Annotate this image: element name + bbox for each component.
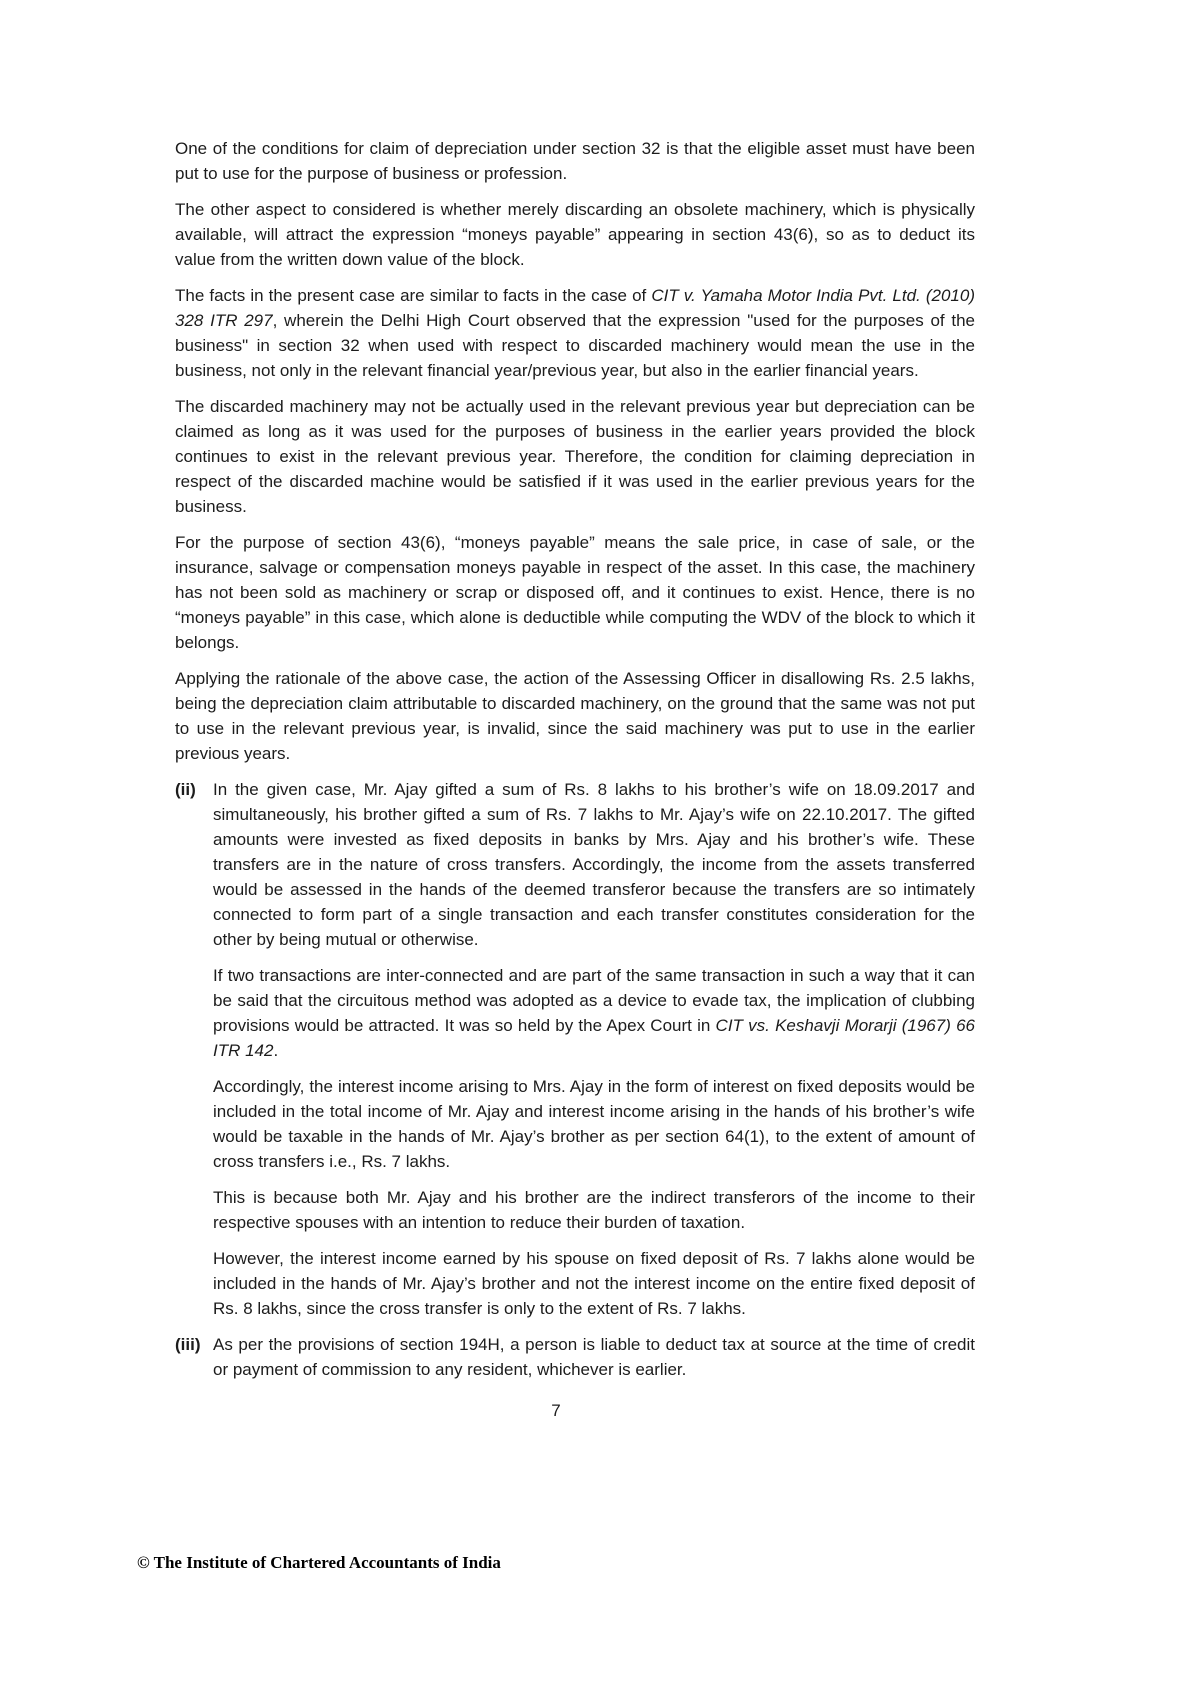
list-item-body bbox=[213, 777, 975, 1332]
paragraph bbox=[175, 283, 975, 383]
footer-copyright: © The Institute of Chartered Accountants of India bbox=[137, 1553, 501, 1572]
page-number: 7 bbox=[551, 1401, 561, 1420]
paragraph-text: If two transactions are inter-connected and are part of the same transaction in such a way that it can be said that the circuitous method was adopted as a device to evade tax, the implication of clubbing provisions would be attracted. It was so held by the Apex Court in bbox=[213, 966, 975, 1035]
paragraph: In the given case, Mr. Ajay gifted a sum of Rs. 8 lakhs to his brother’s wife on 18.09.2017 and simultaneously, his brother gifted a sum of Rs. 7 lakhs to Mr. Ajay’s wife on 22.10.2017. The gifted amounts were invested as fixed deposits in banks by Mrs. Ajay and his brother’s wife. These transfers are in the nature of cross transfers. Accordingly, the income from the assets transferred would be assessed in the hands of the deemed transferor because the transfers are so intimately connected to form part of a single transaction and each transfer constitutes consideration for the other by being mutual or otherwise. bbox=[213, 780, 975, 949]
list-item-iii bbox=[175, 1332, 975, 1393]
case-citation: CIT v. Yamaha Motor India Pvt. Ltd. (2010) 328 ITR 297 bbox=[175, 286, 975, 330]
list-item-ii bbox=[175, 777, 975, 1332]
paragraph: Applying the rationale of the above case, the action of the Assessing Officer in disallowing Rs. 2.5 lakhs, being the depreciation claim attributable to discarded machinery, on the ground that the same was not put to use in the relevant previous year, is invalid, since the said machinery was put to use in the earlier previous years. bbox=[175, 669, 975, 763]
paragraph: However, the interest income earned by his spouse on fixed deposit of Rs. 7 lakhs alone would be included in the hands of Mr. Ajay’s brother and not the interest income on the entire fixed deposit of Rs. 8 lakhs, since the cross transfer is only to the extent of Rs. 7 lakhs. bbox=[213, 1249, 975, 1318]
paragraph: The other aspect to considered is whether merely discarding an obsolete machinery, which is physically available, will attract the expression “moneys payable” appearing in section 43(6), so as to deduct its value from the written down value of the block. bbox=[175, 200, 975, 269]
paragraph: One of the conditions for claim of depreciation under section 32 is that the eligible asset must have been put to use for the purpose of business or profession. bbox=[175, 139, 975, 183]
list-marker: (iii) bbox=[175, 1335, 201, 1354]
paragraph-text: . bbox=[273, 1041, 279, 1060]
paragraph: For the purpose of section 43(6), “moneys payable” means the sale price, in case of sale, or the insurance, salvage or compensation moneys payable in respect of the asset. In this case, the machinery has not been sold as machinery or scrap or disposed off, and it continues to exist. Hence, there is no “moneys payable” in this case, which alone is deductible while computing the WDV of the block to which it belongs. bbox=[175, 533, 975, 652]
page-content bbox=[175, 136, 975, 1393]
paragraph: Accordingly, the interest income arising to Mrs. Ajay in the form of interest on fixed deposits would be included in the total income of Mr. Ajay and interest income arising in the hands of his brother’s wife would be taxable in the hands of Mr. Ajay’s brother as per section 64(1), to the extent of amount of cross transfers i.e., Rs. 7 lakhs. bbox=[213, 1077, 975, 1171]
paragraph: As per the provisions of section 194H, a person is liable to deduct tax at source at the time of credit or payment of commission to any resident, whichever is earlier. bbox=[213, 1335, 975, 1379]
paragraph-text: , wherein the Delhi High Court observed that the expression "used for the purposes of the business" in section 32 when used with respect to discarded machinery would mean the use in the business, not only in the relevant financial year/previous year, but also in the earlier financial years. bbox=[175, 311, 976, 380]
list-marker: (ii) bbox=[175, 780, 196, 799]
list-item-body bbox=[213, 1332, 975, 1393]
paragraph: The discarded machinery may not be actually used in the relevant previous year but depreciation can be claimed as long as it was used for the purposes of business in the earlier years provided the block continues to exist in the relevant previous year. Therefore, the condition for claiming depreciation in respect of the discarded machine would be satisfied if it was used in the earlier previous years for the business. bbox=[175, 397, 975, 516]
paragraph-text: The facts in the present case are similar to facts in the case of bbox=[175, 286, 652, 305]
paragraph bbox=[213, 963, 975, 1063]
case-citation: CIT vs. Keshavji Morarji (1967) 66 ITR 142 bbox=[213, 1016, 975, 1060]
paragraph: This is because both Mr. Ajay and his brother are the indirect transferors of the income to their respective spouses with an intention to reduce their burden of taxation. bbox=[213, 1188, 975, 1232]
